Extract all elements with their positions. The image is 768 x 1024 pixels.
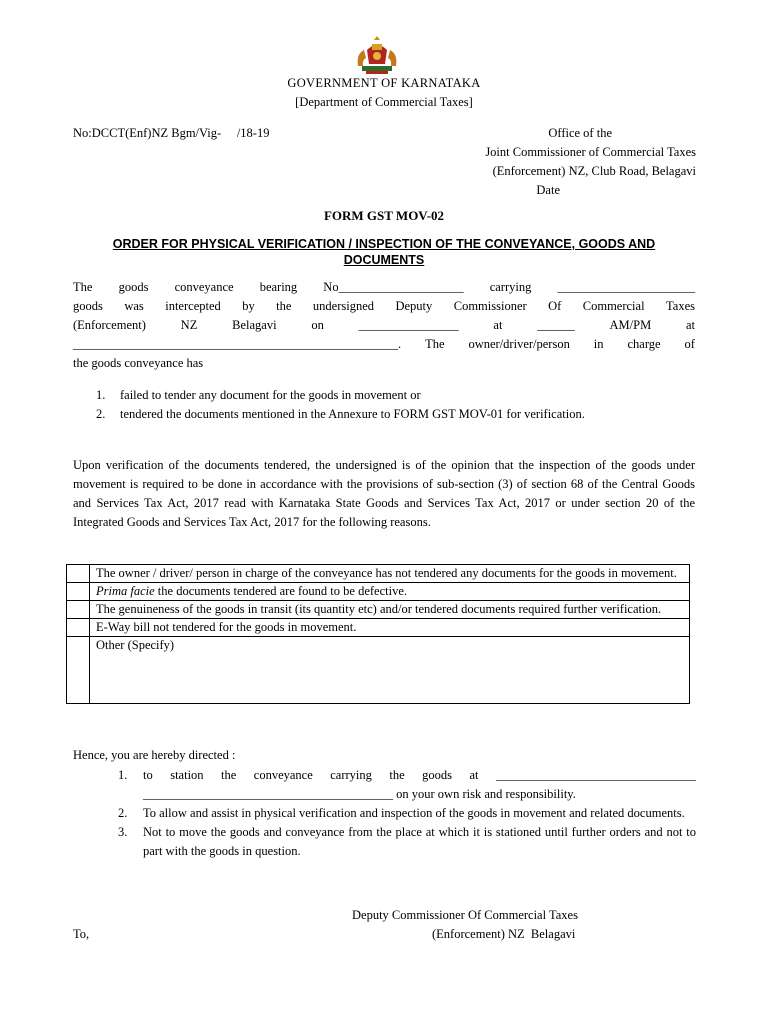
checkbox-cell[interactable] bbox=[67, 583, 90, 601]
intro-line-4 bbox=[73, 335, 695, 354]
table-row bbox=[67, 565, 690, 583]
intro-line-5: the goods conveyance has bbox=[73, 356, 204, 370]
intro-word: owner/driver/person bbox=[468, 337, 570, 351]
intro-word: bearing bbox=[259, 280, 298, 294]
government-heading: GOVERNMENT OF KARNATAKA bbox=[287, 76, 481, 90]
signatory-office: (Enforcement) NZ Belagavi bbox=[432, 927, 576, 941]
reasons-table bbox=[66, 564, 690, 704]
intro-word: AM/PM bbox=[609, 318, 652, 332]
intro-word: at bbox=[493, 318, 503, 332]
department-heading: [Department of Commercial Taxes] bbox=[295, 95, 473, 109]
intro-line-3 bbox=[73, 316, 695, 335]
intro-line-1 bbox=[73, 278, 695, 297]
signatory-title: Deputy Commissioner Of Commercial Taxes bbox=[352, 908, 578, 922]
intro-word: ______ bbox=[537, 318, 575, 332]
reason-text: Prima facie the documents tendered are found to be defective. bbox=[90, 583, 690, 601]
table-row bbox=[67, 619, 690, 637]
reason-text-other: Other (Specify) bbox=[90, 637, 690, 704]
intro-word: goods bbox=[118, 280, 149, 294]
intro-word: carrying bbox=[489, 280, 532, 294]
intro-word: by bbox=[242, 299, 255, 313]
office-line: (Enforcement) NZ, Club Road, Belagavi bbox=[492, 164, 696, 178]
intro-word: of bbox=[684, 337, 695, 351]
to-label: To, bbox=[73, 927, 90, 941]
intro-word: on bbox=[311, 318, 324, 332]
list-item: 3. Not to move the goods and conveyance from the place at which it is stationed until further orders and not to part with the goods in question. bbox=[118, 825, 696, 858]
conveyance-reasons-list bbox=[96, 386, 696, 424]
hence-directed: Hence, you are hereby directed : bbox=[73, 748, 236, 762]
form-title: FORM GST MOV-02 bbox=[323, 208, 445, 223]
intro-word: at bbox=[685, 318, 695, 332]
list-item: 2. To allow and assist in physical verification and inspection of the goods in movement and related documents. bbox=[118, 806, 685, 820]
intro-word: The bbox=[73, 280, 93, 294]
intro-word: Taxes bbox=[666, 299, 695, 313]
list-item: 2. tendered the documents mentioned in the Annexure to FORM GST MOV-01 for verification. bbox=[96, 407, 585, 421]
intro-word: Deputy bbox=[395, 299, 433, 313]
directions-list bbox=[118, 766, 696, 861]
intro-word: in bbox=[593, 337, 604, 351]
checkbox-cell[interactable] bbox=[67, 601, 90, 619]
intro-word: charge bbox=[627, 337, 661, 351]
intro-word: undersigned bbox=[312, 299, 375, 313]
intro-word: (Enforcement) bbox=[73, 318, 146, 332]
order-title: ORDER FOR PHYSICAL VERIFICATION / INSPECTION OF THE CONVEYANCE, GOODS AND DOCUMENTS bbox=[112, 237, 656, 267]
intro-word: conveyance bbox=[174, 280, 234, 294]
list-item: 1. failed to tender any document for the goods in movement or bbox=[96, 388, 421, 402]
intro-word: the bbox=[276, 299, 292, 313]
intro-word: was bbox=[124, 299, 144, 313]
intro-word: Belagavi bbox=[232, 318, 277, 332]
checkbox-cell[interactable] bbox=[67, 637, 90, 704]
state-emblem-icon bbox=[352, 36, 402, 76]
intro-word: No____________________ bbox=[323, 280, 464, 294]
intro-paragraph bbox=[73, 278, 695, 373]
opinion-paragraph: Upon verification of the documents tendered, the undersigned is of the opinion that the inspection of the goods under movement is required to be done in accordance with the provisions of sub-section (3) of section 68 of the Central Goods and Services Tax Act, 2017 read with Karnataka State Goods and Services Tax Act, 2017 or under section 20 of the Integrated Goods and Services Tax Act, 2017 for the following reasons. bbox=[73, 458, 695, 529]
checkbox-cell[interactable] bbox=[67, 565, 90, 583]
date-label: Date bbox=[536, 183, 560, 197]
table-row bbox=[67, 583, 690, 601]
intro-line-2 bbox=[73, 297, 695, 316]
intro-word: Commissioner bbox=[453, 299, 527, 313]
table-row bbox=[67, 601, 690, 619]
intro-word: ____________________________________________________. bbox=[73, 337, 402, 351]
intro-word: goods bbox=[73, 299, 103, 313]
intro-word: ________________ bbox=[358, 318, 459, 332]
checkbox-cell[interactable] bbox=[67, 619, 90, 637]
office-line: Office of the bbox=[548, 126, 612, 140]
table-row bbox=[67, 637, 690, 704]
office-line: Joint Commissioner of Commercial Taxes bbox=[485, 145, 696, 159]
intro-word: ______________________ bbox=[557, 280, 695, 294]
intro-word: intercepted bbox=[165, 299, 221, 313]
intro-word: Of bbox=[548, 299, 562, 313]
intro-word: NZ bbox=[180, 318, 198, 332]
reason-text: E-Way bill not tendered for the goods in movement. bbox=[90, 619, 690, 637]
intro-word: Commercial bbox=[582, 299, 645, 313]
reference-number: No:DCCT(Enf)NZ Bgm/Vig- /18-19 bbox=[73, 126, 270, 140]
office-address bbox=[485, 124, 696, 200]
reason-text: The genuineness of the goods in transit (its quantity etc) and/or tendered documents required further verification. bbox=[90, 601, 690, 619]
list-item: 1. to station the conveyance carrying the goods at ________________________________ ________________________________________ on your own risk and responsibility. bbox=[118, 768, 696, 801]
intro-word: The bbox=[425, 337, 445, 351]
reason-text: The owner / driver/ person in charge of the conveyance has not tendered any documents for the goods in movement. bbox=[90, 565, 690, 583]
